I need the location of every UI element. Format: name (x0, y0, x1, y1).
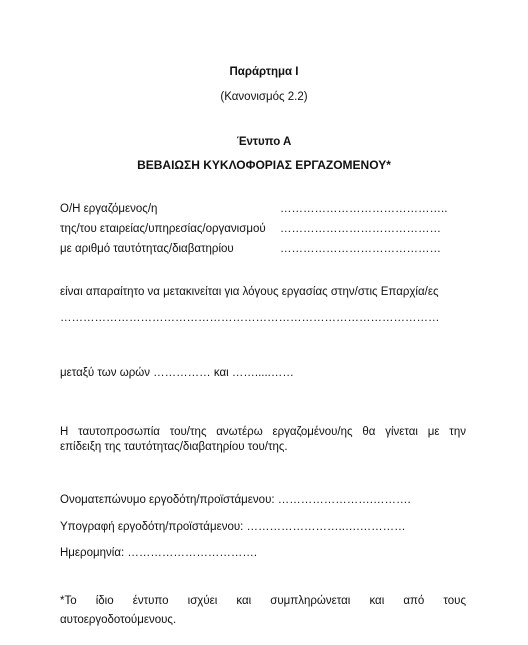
movement-statement: είναι απαραίτητο να μετακινείται για λόγους εργασίας στην/στις Επαρχία/ες (60, 286, 439, 298)
hours-between-label: μεταξύ των ωρών (60, 367, 150, 379)
employer-signature-label: Υπογραφή εργοδότη/προϊστάμενου: (60, 521, 244, 533)
hours-from-field[interactable]: …………… (153, 367, 211, 379)
hours-to-field[interactable]: …….....…… (231, 367, 294, 379)
date-row (60, 547, 257, 559)
employer-name-row (60, 494, 411, 506)
footnote-line-1: *Το ίδιο έντυπο ισχύει και συμπληρώνεται και από τους (60, 595, 466, 607)
employee-id-field[interactable]: …………………………………… (280, 243, 441, 255)
identity-line-2: επίδειξη της ταυτότητας/διαβατηρίου του/της. (60, 441, 288, 453)
identity-line-1: Η ταυτοπροσωπία του/της ανωτέρω εργαζομένου/ης θα γίνεται με την (60, 426, 466, 438)
employer-signature-row (60, 521, 406, 533)
employee-company-field[interactable]: …………………………………… (280, 223, 441, 235)
form-label: Έντυπο Α (236, 136, 292, 148)
date-label: Ημερομηνία: (60, 547, 125, 559)
footnote-line-2: αυτοεργοδοτούμενους. (60, 614, 177, 626)
form-heading: ΒΕΒΑΙΩΣΗ ΚΥΚΛΟΦΟΡΙΑΣ ΕΡΓΑΖΟΜΕΝΟΥ* (137, 158, 391, 172)
regulation-reference: (Κανονισμός 2.2) (220, 91, 308, 103)
employee-name-field[interactable]: …………………………………….. (280, 203, 448, 215)
hours-line (60, 367, 294, 379)
district-field[interactable]: ……………………………………………………………………………………… (60, 312, 440, 324)
annex-title: Παράρτημα Ι (229, 66, 299, 78)
hours-and-label: και (213, 367, 229, 379)
employer-name-label: Ονοματεπώνυμο εργοδότη/προϊστάμενου: (60, 494, 275, 506)
employer-signature-field[interactable]: ……………………..….………… (246, 521, 406, 533)
employee-company-label: της/του εταιρείας/υπηρεσίας/οργανισμού (60, 223, 266, 235)
date-field[interactable]: ……………………………. (127, 547, 258, 559)
employer-name-field[interactable]: …………………….………. (277, 494, 411, 506)
employee-name-label: Ο/Η εργαζόμενος/η (60, 203, 158, 215)
employee-id-label: με αριθμό ταυτότητας/διαβατηρίου (60, 243, 234, 255)
